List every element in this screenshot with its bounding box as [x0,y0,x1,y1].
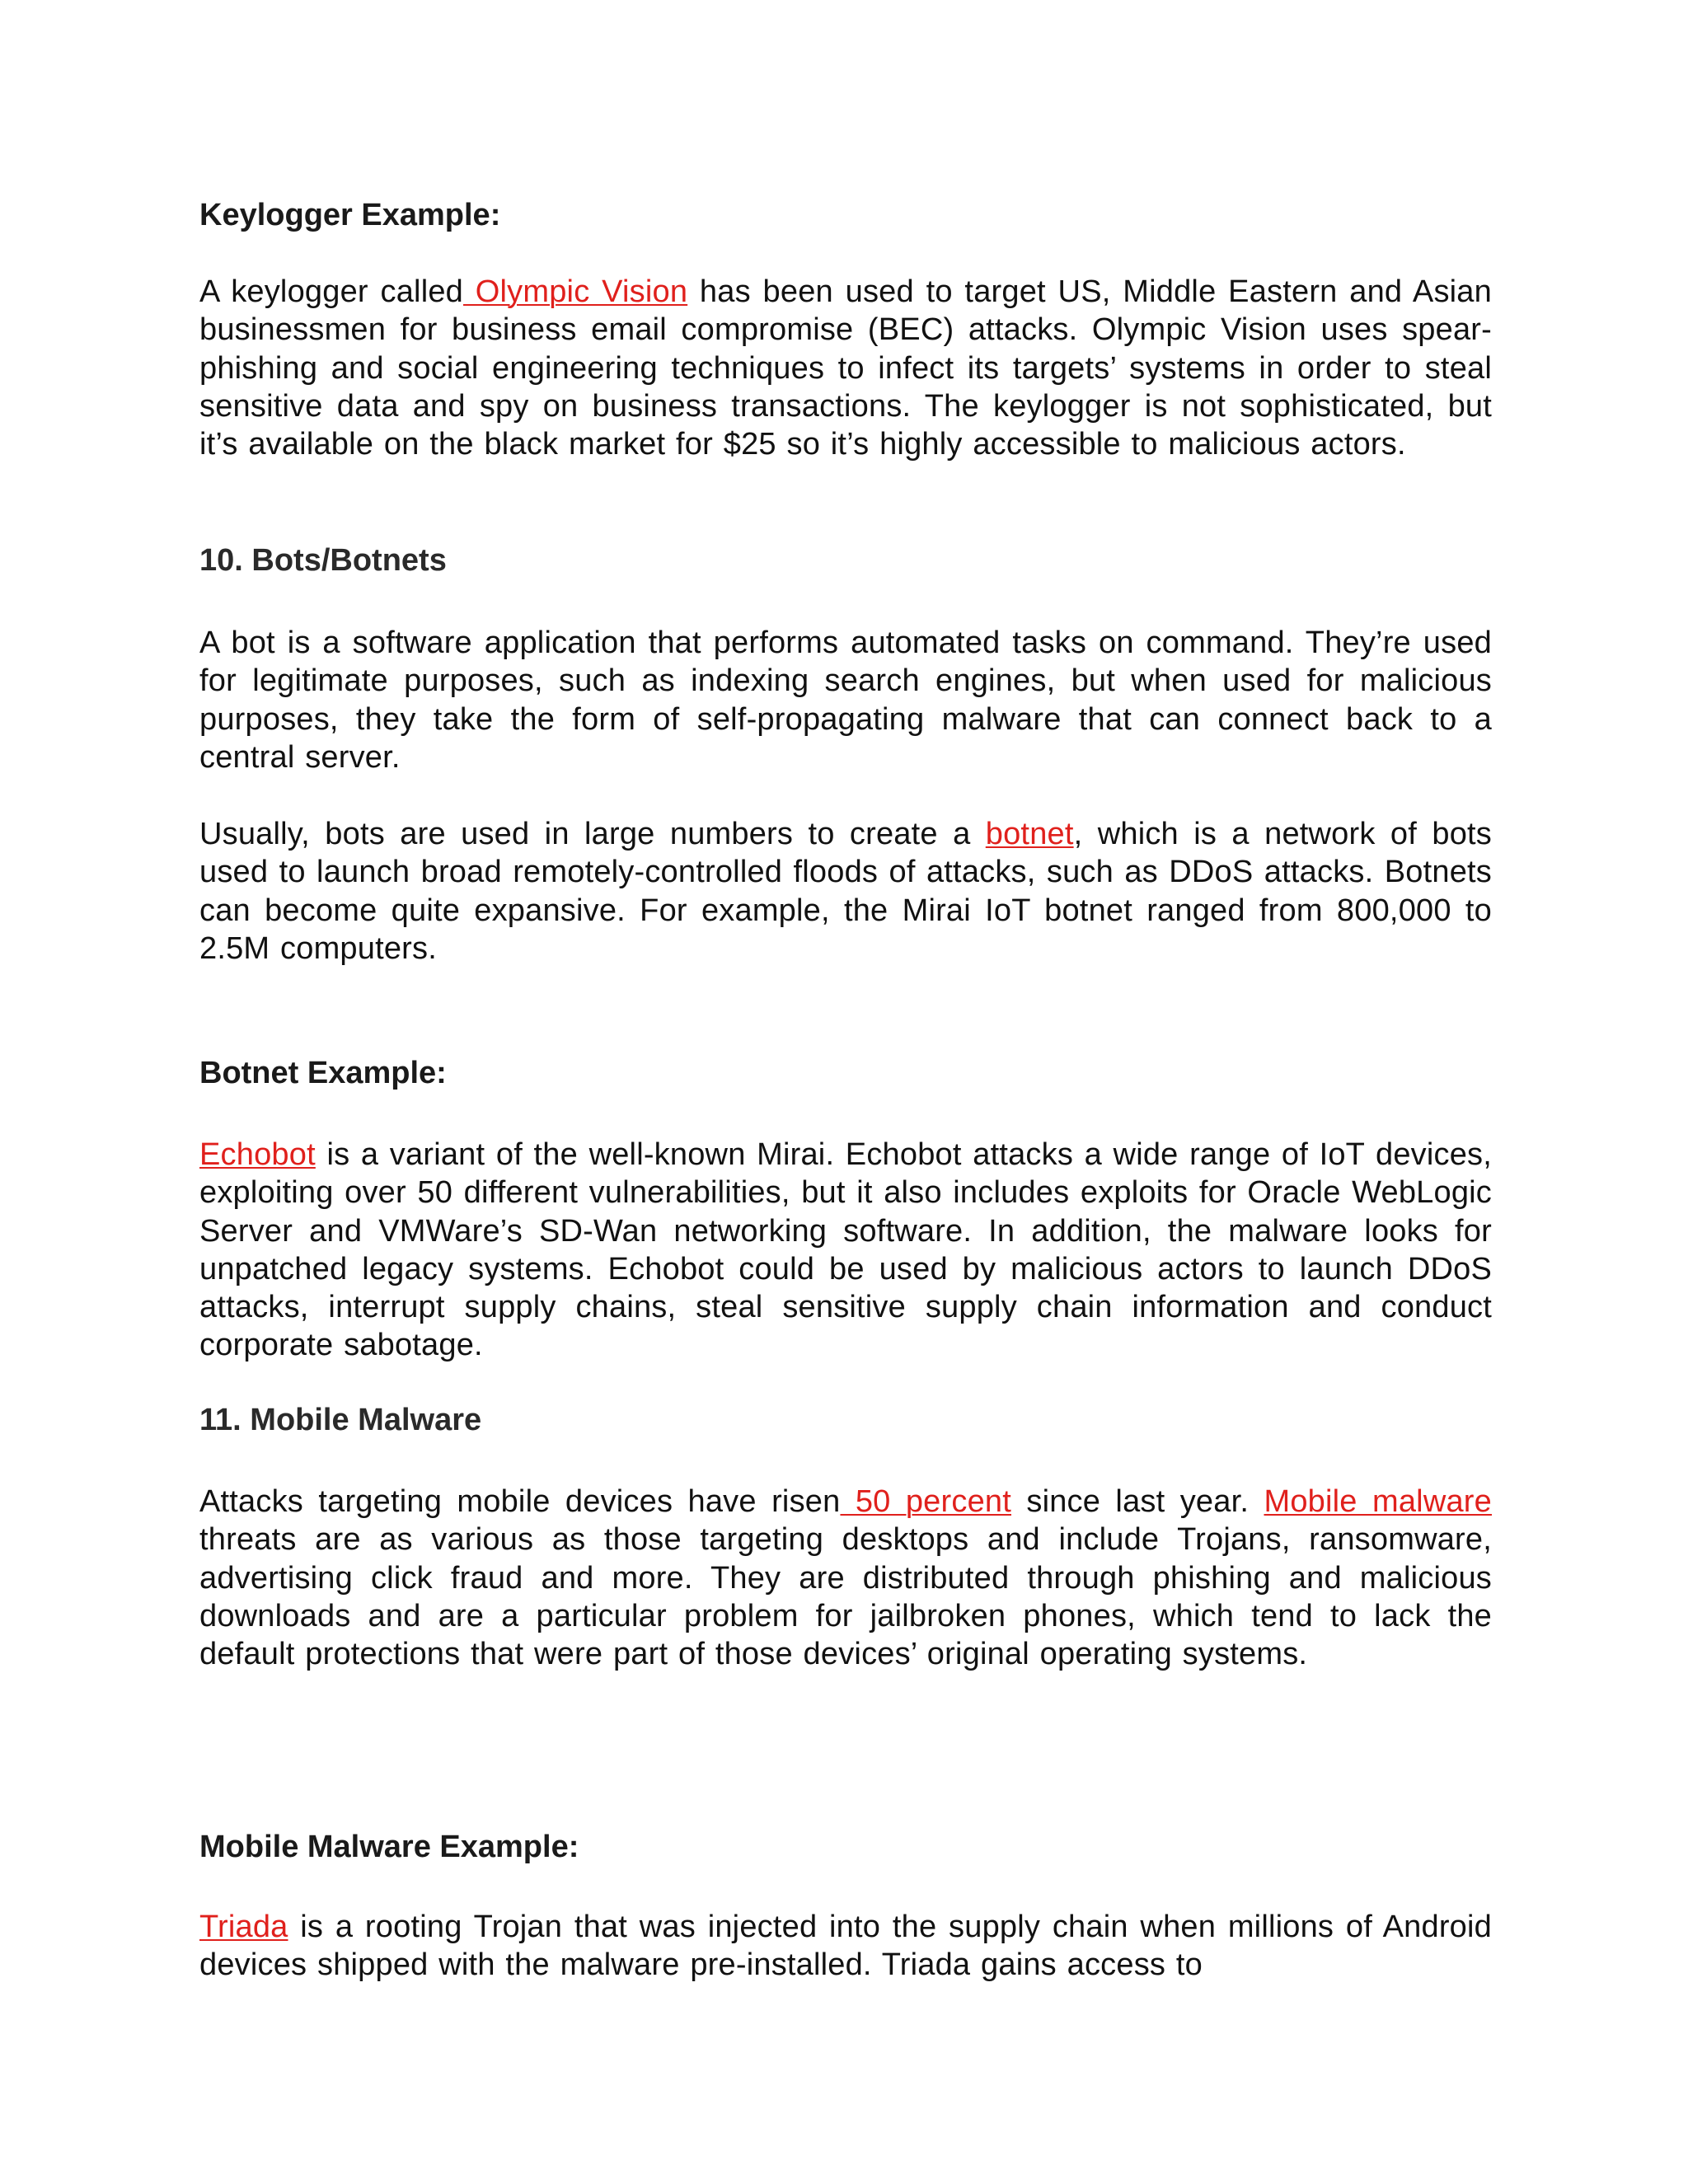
triada-link[interactable]: Triada [199,1910,288,1944]
text-run: is a rooting Trojan that was injected into the supply chain when millions of Android devices shipped with the malware pre-installed. Triada gains access to [199,1910,1492,1983]
text-run: has been used to target US, Middle Eastern and Asian businessmen for business email compromise (BEC) attacks. Olympic Vision uses spear-phishing and social engineering techniques to infect its targets’ systems in order to steal sensitive data and spy on business transactions. The keylogger is not sophisticated, but it’s available on the black market for $25 so it’s highly accessible to malicious actors. [199,274,1492,462]
mobile-malware-example-section [199,1828,1492,1866]
bots-paragraph-1-wrap [199,624,1492,776]
text-run: , which is a network of bots used to launch broad remotely-controlled floods of attacks, such as DDoS attacks. Botnets can become quite expansive. For example, the Mirai IoT botnet ranged from 800,000 to 2.5M computers. [199,817,1492,966]
olympic-vision-link[interactable]: Olympic Vision [463,274,688,309]
mobile-malware-example-paragraph [199,1908,1492,1985]
bots-paragraph-2-wrap [199,815,1492,968]
text-run: is a variant of the well-known Mirai. Echobot attacks a wide range of IoT devices, exploiting over 50 different vulnerabilities, but it also includes exploits for Oracle WebLogic Server and VMWare’s SD-Wan networking software. In addition, the malware looks for unpatched legacy systems. Echobot could be used by malicious actors to launch DDoS attacks, interrupt supply chains, steal sensitive supply chain information and conduct corporate sabotage. [199,1137,1492,1363]
botnet-example-paragraph-wrap [199,1136,1492,1365]
bots-section [199,541,1492,579]
bots-paragraph-2 [199,815,1492,968]
echobot-link[interactable]: Echobot [199,1137,316,1172]
mobile-malware-example-heading: Mobile Malware Example: [199,1830,579,1864]
fifty-percent-link[interactable]: 50 percent [840,1484,1011,1519]
botnet-example-section [199,1054,1492,1092]
botnet-example-paragraph [199,1136,1492,1365]
text-run: Usually, bots are used in large numbers to create a [199,817,986,851]
bots-paragraph-1: A bot is a software application that performs automated tasks on command. They’re used for legitimate purposes, such as indexing search engines, but when used for malicious purposes, they take the form of self-propagating malware that can connect back to a central server. [199,626,1492,775]
keylogger-example-heading: Keylogger Example: [199,198,501,232]
mobile-malware-paragraph [199,1483,1492,1673]
bots-botnets-heading: 10. Bots/Botnets [199,543,447,578]
text-run: A keylogger called [199,274,464,309]
botnet-example-heading: Botnet Example: [199,1056,447,1090]
mobile-malware-example-paragraph-wrap [199,1908,1492,1985]
text-run: Attacks targeting mobile devices have risen [199,1484,841,1519]
keylogger-example-section [199,196,1492,234]
keylogger-example-paragraph [199,273,1492,463]
text-run: threats are as various as those targeting desktops and include Trojans, ransomware, advertising click fraud and more. They are distributed through phishing and malicious downloads and are a particular problem for jailbroken phones, which tend to lack the default protections that were part of those devices’ original operating systems. [199,1522,1492,1672]
botnet-link[interactable]: botnet [985,817,1074,851]
text-run: since last year. [1011,1484,1264,1519]
mobile-malware-link[interactable]: Mobile malware [1264,1484,1492,1519]
mobile-malware-paragraph-wrap [199,1483,1492,1673]
mobile-malware-heading: 11. Mobile Malware [199,1403,482,1437]
mobile-malware-section [199,1401,1492,1439]
keylogger-example-paragraph-wrap [199,273,1492,463]
